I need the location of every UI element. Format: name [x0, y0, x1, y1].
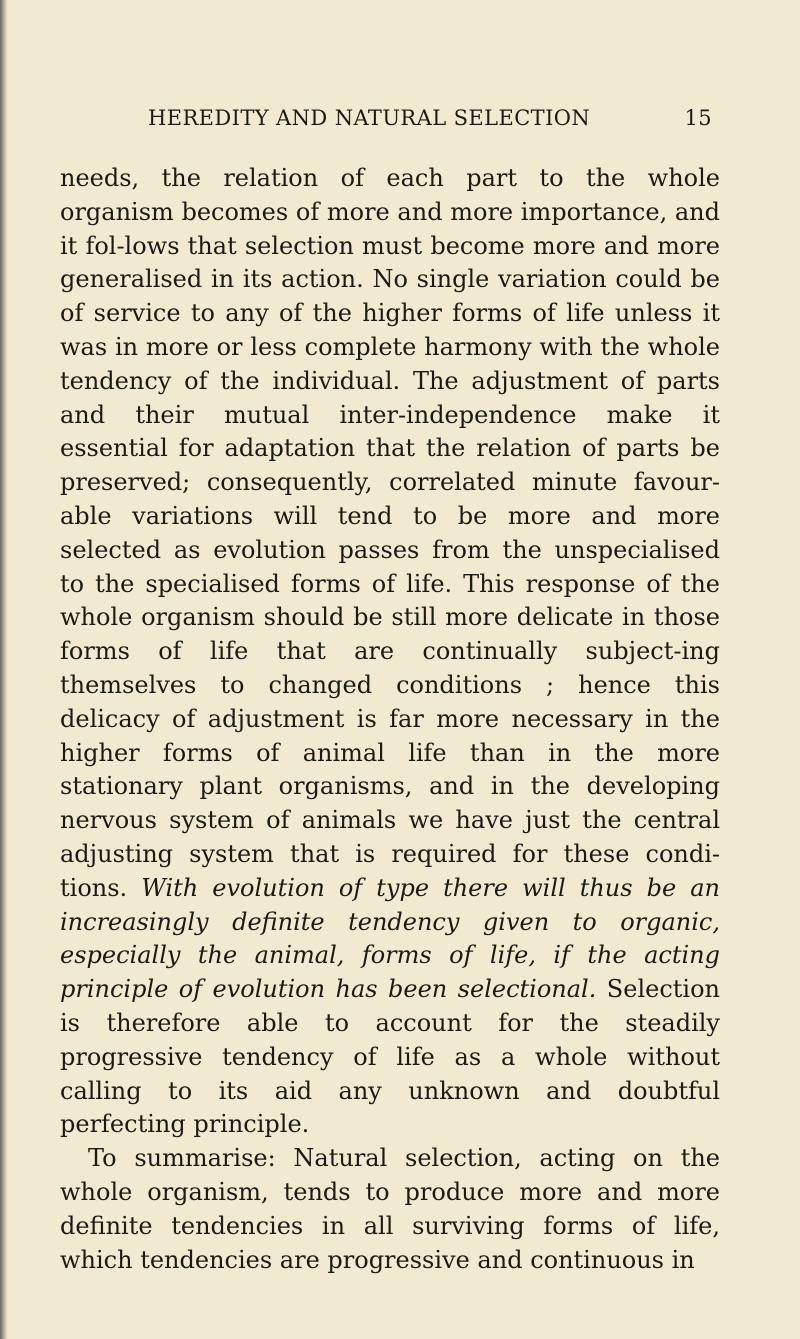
page-binding-edge — [0, 0, 8, 1339]
paragraph-1-italic-passage: With evolution of type there will thus be an increasingly definite tendency given to organic, especially the animal, forms of life, if the acting principle of evolution has been selectional. — [60, 873, 720, 1004]
running-head — [60, 96, 720, 136]
paragraph-1 — [60, 162, 720, 1142]
body-text — [60, 162, 720, 1277]
running-title: HEREDITY AND NATURAL SELECTION — [148, 106, 591, 130]
paragraph-1-text-before-italic: needs, the relation of each part to the whole organism becomes of more and more importance, and it fol-lows that selection must become more and more generalised in its action. No single variation could be of service to any of the higher forms of life unless it was in more or less complete harmony with the whole tendency of the individual. The adjustment of parts and their mutual inter-independence make it essential for adaptation that the relation of parts be preserved; consequently, correlated minute favour-able variations will tend to be more and more selected as evolution passes from the unspecialised to the specialised forms of life. This response of the whole organism should be still more delicate in those forms of life that are continually subject-ing themselves to changed conditions ; hence this delicacy of adjustment is far more necessary in the higher forms of animal life than in the more stationary plant organisms, and in the developing nervous system of animals we have just the central adjusting system that is required for these condi-tions. — [60, 164, 720, 902]
page-number: 15 — [684, 106, 712, 130]
book-page — [60, 96, 720, 1277]
paragraph-2: To summarise: Natural selection, acting on the whole organism, tends to produce more and more definite tendencies in all surviving forms of life, which tendencies are progressive and continuous in — [60, 1144, 720, 1274]
paragraph-1-text-after-italic: Selection is therefore able to account for the steadily progressive tendency of life as a whole without calling to its aid any unknown and doubtful perfecting principle. — [60, 975, 720, 1139]
